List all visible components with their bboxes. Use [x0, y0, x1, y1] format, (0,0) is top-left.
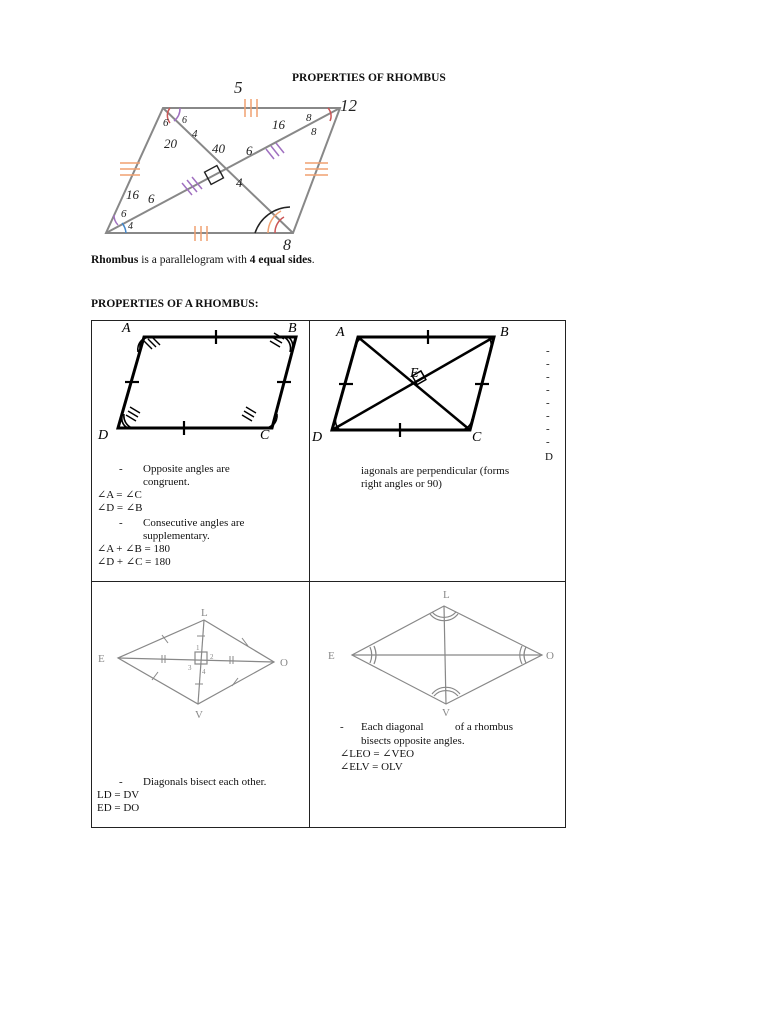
cell1-bullet1-line2: congruent. — [143, 476, 190, 488]
cell4-bullet-text-part2: of a rhombus — [455, 721, 514, 733]
cell2-dash-6: - — [546, 410, 550, 422]
annot-12: 12 — [340, 96, 357, 115]
cell2-vertex-c: C — [472, 430, 482, 445]
cell2-dash-7: - — [546, 423, 550, 435]
cell2-d-letter: D — [545, 451, 553, 463]
table-border-bottom — [91, 827, 566, 828]
cell1-vertex-a: A — [122, 321, 131, 336]
definition-middle: is a parallelogram with — [138, 254, 250, 266]
cell2-dash-2: - — [546, 358, 550, 370]
annot-40: 40 — [212, 141, 225, 156]
cell2-dash-1: - — [546, 345, 550, 357]
cell2-vertex-a: A — [336, 325, 345, 340]
cell3-vertex-o: O — [280, 657, 288, 669]
cell3-eq2: ED = DO — [97, 802, 140, 814]
cell1-bullet2-line2: supplementary. — [143, 530, 210, 542]
cell3-tick-2: 2 — [210, 653, 214, 661]
cell4-line2: bisects opposite angles. — [361, 735, 465, 747]
cell1-vertex-b: B — [288, 321, 297, 336]
definition-term: Rhombus — [91, 254, 139, 266]
cell1-eq4: ∠D + ∠C = 180 — [97, 556, 171, 568]
cell2-vertex-e: E — [410, 366, 419, 381]
definition-end: . — [311, 254, 315, 266]
cell3-tick-4: 4 — [202, 668, 206, 676]
table-border-right — [565, 320, 566, 828]
cell2-dash-5: - — [546, 397, 550, 409]
cell4-eq2: ∠ELV = OLV — [340, 761, 403, 773]
cell1-bullet-dash-2: - — [119, 517, 123, 529]
diagonal-bd — [106, 108, 340, 233]
cell4-vertex-l: L — [443, 589, 450, 601]
cell4-sketch-diagram — [310, 584, 566, 719]
cell3-tick-1: 1 — [196, 644, 200, 652]
cell3-vertex-e: E — [98, 653, 105, 665]
rhombus-definition — [91, 254, 315, 266]
cell2-dash-3: - — [546, 371, 550, 383]
cell3-vertex-l: L — [201, 607, 208, 619]
cell3-sketch-diagram — [92, 600, 308, 725]
annot-6e: 6 — [182, 115, 187, 126]
cell1-bullet1-line1: Opposite angles are — [143, 463, 230, 475]
cell4-vertex-e: E — [328, 650, 335, 662]
section-heading: PROPERTIES OF A RHOMBUS: — [91, 298, 259, 310]
cell4-vertex-o: O — [546, 650, 554, 662]
cell4-eq1: ∠LEO = ∠VEO — [340, 748, 415, 760]
cell2-dash-8: - — [546, 436, 550, 448]
cell4-bullet-text-part1: Each diagonal — [361, 721, 424, 733]
annot-16b: 16 — [126, 187, 139, 202]
cell1-eq3: ∠A + ∠B = 180 — [97, 543, 171, 555]
cell2-vertex-b: B — [500, 325, 509, 340]
annotated-rhombus-figure — [100, 75, 360, 254]
annot-16a: 16 — [272, 117, 285, 132]
annot-6b: 6 — [148, 191, 155, 206]
cell3-vertex-v: V — [195, 709, 203, 721]
cell1-bullet2-line1: Consecutive angles are — [143, 517, 245, 529]
annot-6a: 6 — [246, 143, 253, 158]
annot-8b: 8 — [306, 112, 312, 124]
annot-4a: 4 — [128, 221, 133, 232]
cell1-vertex-c: C — [260, 428, 270, 443]
cell2-rhombus-diagram — [310, 321, 520, 446]
cell3-eq1: LD = DV — [97, 789, 140, 801]
page-title: PROPERTIES OF RHOMBUS — [292, 72, 446, 84]
definition-emphasis: 4 equal sides — [249, 254, 312, 266]
cell3-bullet-dash: - — [119, 776, 123, 788]
cell2-vertex-d: D — [312, 430, 323, 445]
annot-5: 5 — [234, 78, 243, 97]
cell3-tick-3: 3 — [188, 664, 192, 672]
cell1-rhombus-diagram — [92, 321, 308, 446]
cell4-bullet-dash: - — [340, 721, 344, 733]
annot-4b: 4 — [236, 175, 243, 190]
annot-6d: 6 — [163, 117, 169, 129]
cell4-vertex-v: V — [442, 707, 450, 719]
annot-6c: 6 — [121, 208, 127, 220]
annot-8: 8 — [283, 237, 291, 254]
annot-8c: 8 — [311, 126, 317, 138]
cell2-text-line1: iagonals are perpendicular (forms — [361, 465, 510, 477]
cell1-eq2: ∠D = ∠B — [97, 502, 143, 514]
cell1-bullet-dash-1: - — [119, 463, 123, 475]
annot-20: 20 — [164, 136, 177, 151]
cell1-vertex-d: D — [98, 428, 109, 443]
cell3-bullet-text: Diagonals bisect each other. — [143, 776, 267, 788]
annot-4c: 4 — [192, 128, 198, 140]
cell2-dash-4: - — [546, 384, 550, 396]
cell2-text-line2: right angles or 90) — [361, 478, 442, 490]
table-divider-horizontal — [91, 581, 566, 582]
cell1-eq1: ∠A = ∠C — [97, 489, 142, 501]
